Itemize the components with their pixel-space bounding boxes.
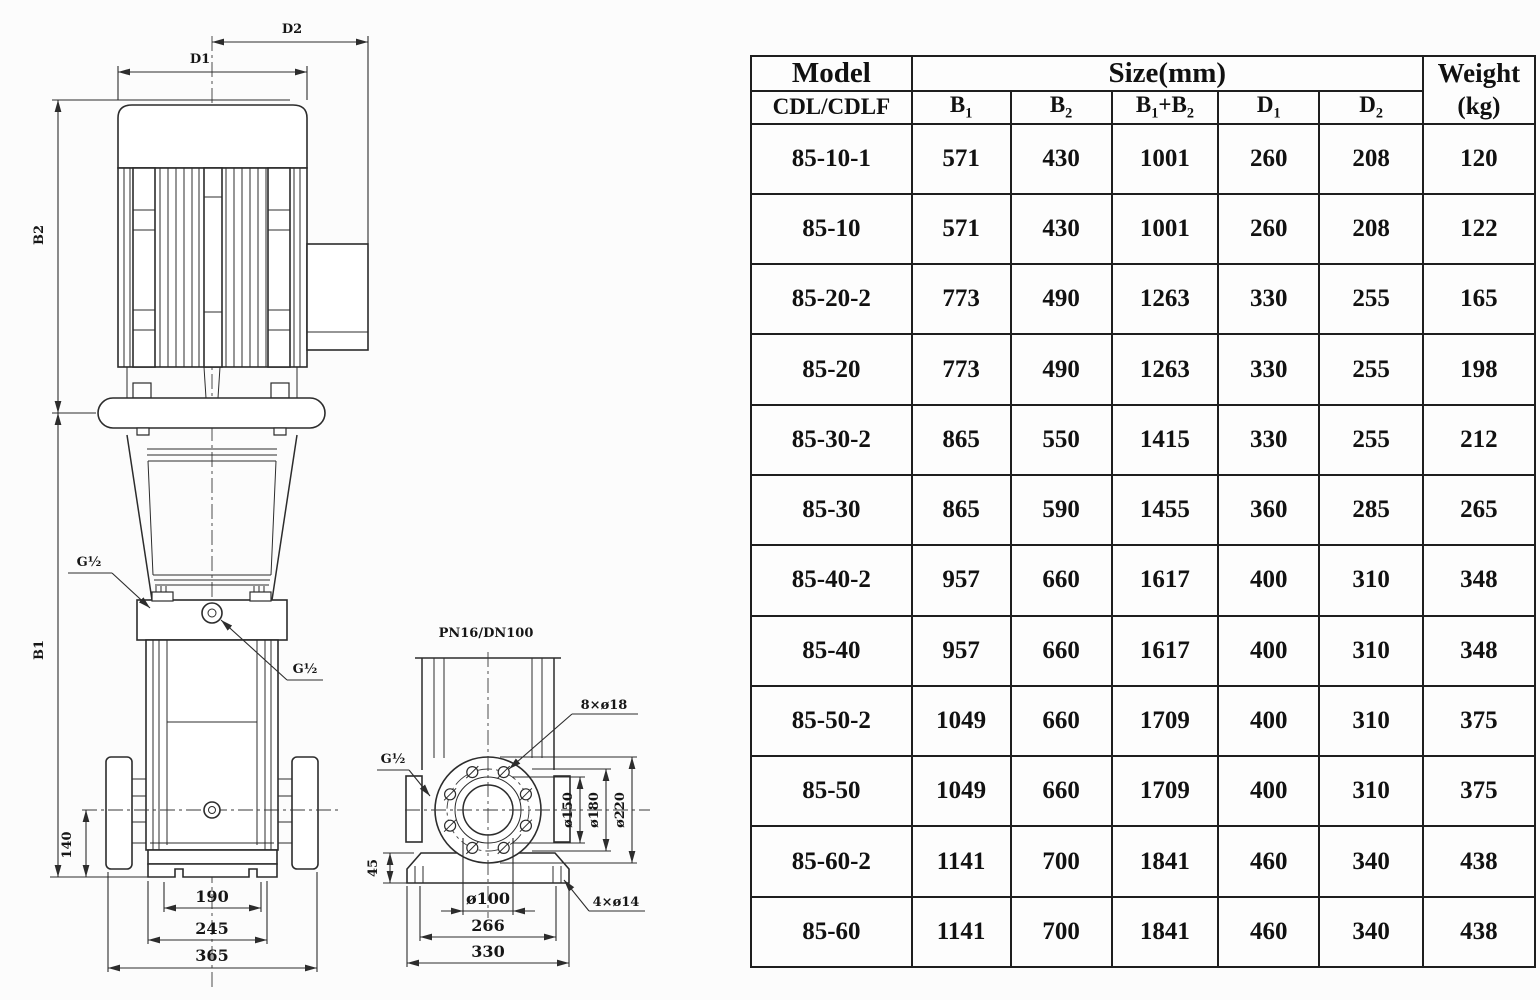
cell-b2: 490 xyxy=(1011,264,1112,334)
cell-b1b2: 1001 xyxy=(1112,124,1219,194)
cell-weight: 348 xyxy=(1423,545,1535,615)
cell-d1: 400 xyxy=(1218,756,1319,826)
port-label-lower: G½ xyxy=(292,662,318,677)
cell-b2: 660 xyxy=(1011,616,1112,686)
table-row xyxy=(751,826,1535,896)
table-header-row-1 xyxy=(751,56,1535,91)
cell-b1b2: 1841 xyxy=(1112,826,1219,896)
header-col-d1: $D_1$ xyxy=(1218,91,1319,124)
cell-d1: 400 xyxy=(1218,545,1319,615)
cell-b1b2: 1263 xyxy=(1112,264,1219,334)
cell-model: 85-20 xyxy=(751,334,912,404)
table-row xyxy=(751,897,1535,967)
cell-b1: 1141 xyxy=(912,897,1011,967)
cell-b2: 550 xyxy=(1011,405,1112,475)
dim-label-45: 45 xyxy=(366,858,381,878)
dim-label-d1: D1 xyxy=(189,52,211,67)
cell-b1: 1141 xyxy=(912,826,1011,896)
table-row xyxy=(751,124,1535,194)
flange-view-title: PN16/DN100 xyxy=(438,626,534,641)
cell-b1: 957 xyxy=(912,616,1011,686)
cell-b1b2: 1263 xyxy=(1112,334,1219,404)
cell-d1: 400 xyxy=(1218,686,1319,756)
drain-plug xyxy=(204,802,220,818)
table-row xyxy=(751,334,1535,404)
bolt-holes-label: 8×ø18 xyxy=(580,698,628,713)
cell-d1: 260 xyxy=(1218,124,1319,194)
foot-holes-label: 4×ø14 xyxy=(592,895,640,910)
cell-d2: 208 xyxy=(1319,124,1422,194)
table-row xyxy=(751,194,1535,264)
table-row xyxy=(751,756,1535,826)
cell-b1b2: 1709 xyxy=(1112,686,1219,756)
cell-d2: 310 xyxy=(1319,756,1422,826)
head-port xyxy=(202,603,222,623)
port-label-upper: G½ xyxy=(76,555,102,570)
cell-weight: 438 xyxy=(1423,826,1535,896)
cell-model: 85-60-2 xyxy=(751,826,912,896)
cell-model: 85-10-1 xyxy=(751,124,912,194)
spec-table xyxy=(750,55,1536,968)
header-weight-line1: Weight xyxy=(1437,58,1521,89)
flange-view xyxy=(366,626,650,967)
cell-d1: 260 xyxy=(1218,194,1319,264)
cell-b1: 1049 xyxy=(912,756,1011,826)
coupling-flange xyxy=(98,398,325,428)
cell-d1: 330 xyxy=(1218,264,1319,334)
table-row xyxy=(751,545,1535,615)
header-col-d2: $D_2$ xyxy=(1319,91,1422,124)
dim-label-b2: B2 xyxy=(32,224,47,246)
cell-d1: 360 xyxy=(1218,475,1319,545)
motor-fin-channel-right xyxy=(268,168,290,367)
cell-d1: 400 xyxy=(1218,616,1319,686)
cell-d1: 460 xyxy=(1218,826,1319,896)
dim-label-dia220: ø220 xyxy=(613,792,628,828)
cell-d2: 255 xyxy=(1319,334,1422,404)
cell-b1b2: 1709 xyxy=(1112,756,1219,826)
header-weight-line2: (kg) xyxy=(1457,93,1501,121)
cell-model: 85-30-2 xyxy=(751,405,912,475)
cell-b1: 571 xyxy=(912,124,1011,194)
cell-weight: 438 xyxy=(1423,897,1535,967)
cell-d2: 340 xyxy=(1319,897,1422,967)
cell-d1: 460 xyxy=(1218,897,1319,967)
cell-d2: 255 xyxy=(1319,264,1422,334)
cell-d1: 330 xyxy=(1218,405,1319,475)
cell-model: 85-50 xyxy=(751,756,912,826)
motor xyxy=(118,105,368,367)
table-header-row-2 xyxy=(751,91,1535,124)
flange-port-label: G½ xyxy=(380,752,406,767)
cell-model: 85-50-2 xyxy=(751,686,912,756)
cell-d2: 285 xyxy=(1319,475,1422,545)
cell-weight: 165 xyxy=(1423,264,1535,334)
dim-label-245: 245 xyxy=(195,919,229,938)
cell-b2: 660 xyxy=(1011,686,1112,756)
table-body xyxy=(751,124,1535,967)
dim-label-190: 190 xyxy=(195,887,229,906)
cell-d2: 255 xyxy=(1319,405,1422,475)
table-row xyxy=(751,405,1535,475)
header-col-b1b2: $B_1+B_2$ xyxy=(1112,91,1219,124)
dim-label-dia100: ø100 xyxy=(465,889,511,908)
cell-b1b2: 1455 xyxy=(1112,475,1219,545)
cell-b1: 773 xyxy=(912,264,1011,334)
cell-b2: 660 xyxy=(1011,545,1112,615)
cell-b2: 490 xyxy=(1011,334,1112,404)
front-view xyxy=(32,22,368,988)
dim-label-b1: B1 xyxy=(32,639,47,661)
cell-weight: 122 xyxy=(1423,194,1535,264)
cell-weight: 375 xyxy=(1423,686,1535,756)
cell-b1b2: 1415 xyxy=(1112,405,1219,475)
cell-model: 85-30 xyxy=(751,475,912,545)
cell-b1: 571 xyxy=(912,194,1011,264)
cell-b1: 865 xyxy=(912,405,1011,475)
cell-weight: 120 xyxy=(1423,124,1535,194)
cell-b1: 1049 xyxy=(912,686,1011,756)
cell-d2: 340 xyxy=(1319,826,1422,896)
table-row xyxy=(751,686,1535,756)
cell-b2: 660 xyxy=(1011,756,1112,826)
header-model: Model xyxy=(751,56,912,91)
cell-b1: 773 xyxy=(912,334,1011,404)
cell-weight: 348 xyxy=(1423,616,1535,686)
coupling-and-lantern xyxy=(98,367,325,600)
spec-table-section xyxy=(750,55,1536,968)
cell-model: 85-20-2 xyxy=(751,264,912,334)
cell-weight: 375 xyxy=(1423,756,1535,826)
terminal-box xyxy=(307,244,368,350)
dim-label-266: 266 xyxy=(471,916,505,935)
pump-base xyxy=(148,850,277,877)
cell-model: 85-40 xyxy=(751,616,912,686)
cell-weight: 198 xyxy=(1423,334,1535,404)
cell-model: 85-40-2 xyxy=(751,545,912,615)
dim-label-dia180: ø180 xyxy=(587,792,602,828)
cell-b2: 590 xyxy=(1011,475,1112,545)
cell-b2: 700 xyxy=(1011,897,1112,967)
cell-b2: 700 xyxy=(1011,826,1112,896)
header-size-group: Size(mm) xyxy=(912,56,1423,91)
dim-label-dia150: ø150 xyxy=(561,792,576,828)
table-row xyxy=(751,264,1535,334)
header-col-b2: $B_2$ xyxy=(1011,91,1112,124)
dim-label-140: 140 xyxy=(60,831,75,859)
cell-b2: 430 xyxy=(1011,124,1112,194)
cell-b1b2: 1001 xyxy=(1112,194,1219,264)
cell-d2: 310 xyxy=(1319,545,1422,615)
header-col-b1: $B_1$ xyxy=(912,91,1011,124)
cell-weight: 212 xyxy=(1423,405,1535,475)
cell-b1b2: 1617 xyxy=(1112,545,1219,615)
cell-b1: 957 xyxy=(912,545,1011,615)
table-row xyxy=(751,616,1535,686)
cell-b1: 865 xyxy=(912,475,1011,545)
cell-d2: 310 xyxy=(1319,616,1422,686)
cell-d1: 330 xyxy=(1218,334,1319,404)
motor-shaft-channel xyxy=(204,168,222,367)
pump-technical-drawing xyxy=(0,0,740,1000)
motor-fin-channel-left xyxy=(133,168,155,367)
dim-label-330: 330 xyxy=(471,942,505,961)
dim-label-365: 365 xyxy=(195,946,229,965)
cell-model: 85-60 xyxy=(751,897,912,967)
cell-model: 85-10 xyxy=(751,194,912,264)
table-row xyxy=(751,475,1535,545)
cell-b1b2: 1841 xyxy=(1112,897,1219,967)
cell-b2: 430 xyxy=(1011,194,1112,264)
cell-d2: 208 xyxy=(1319,194,1422,264)
header-model-series: CDL/CDLF xyxy=(751,91,912,124)
header-weight xyxy=(1423,56,1535,124)
cell-d2: 310 xyxy=(1319,686,1422,756)
cell-b1b2: 1617 xyxy=(1112,616,1219,686)
dim-label-d2: D2 xyxy=(281,22,303,37)
cell-weight: 265 xyxy=(1423,475,1535,545)
